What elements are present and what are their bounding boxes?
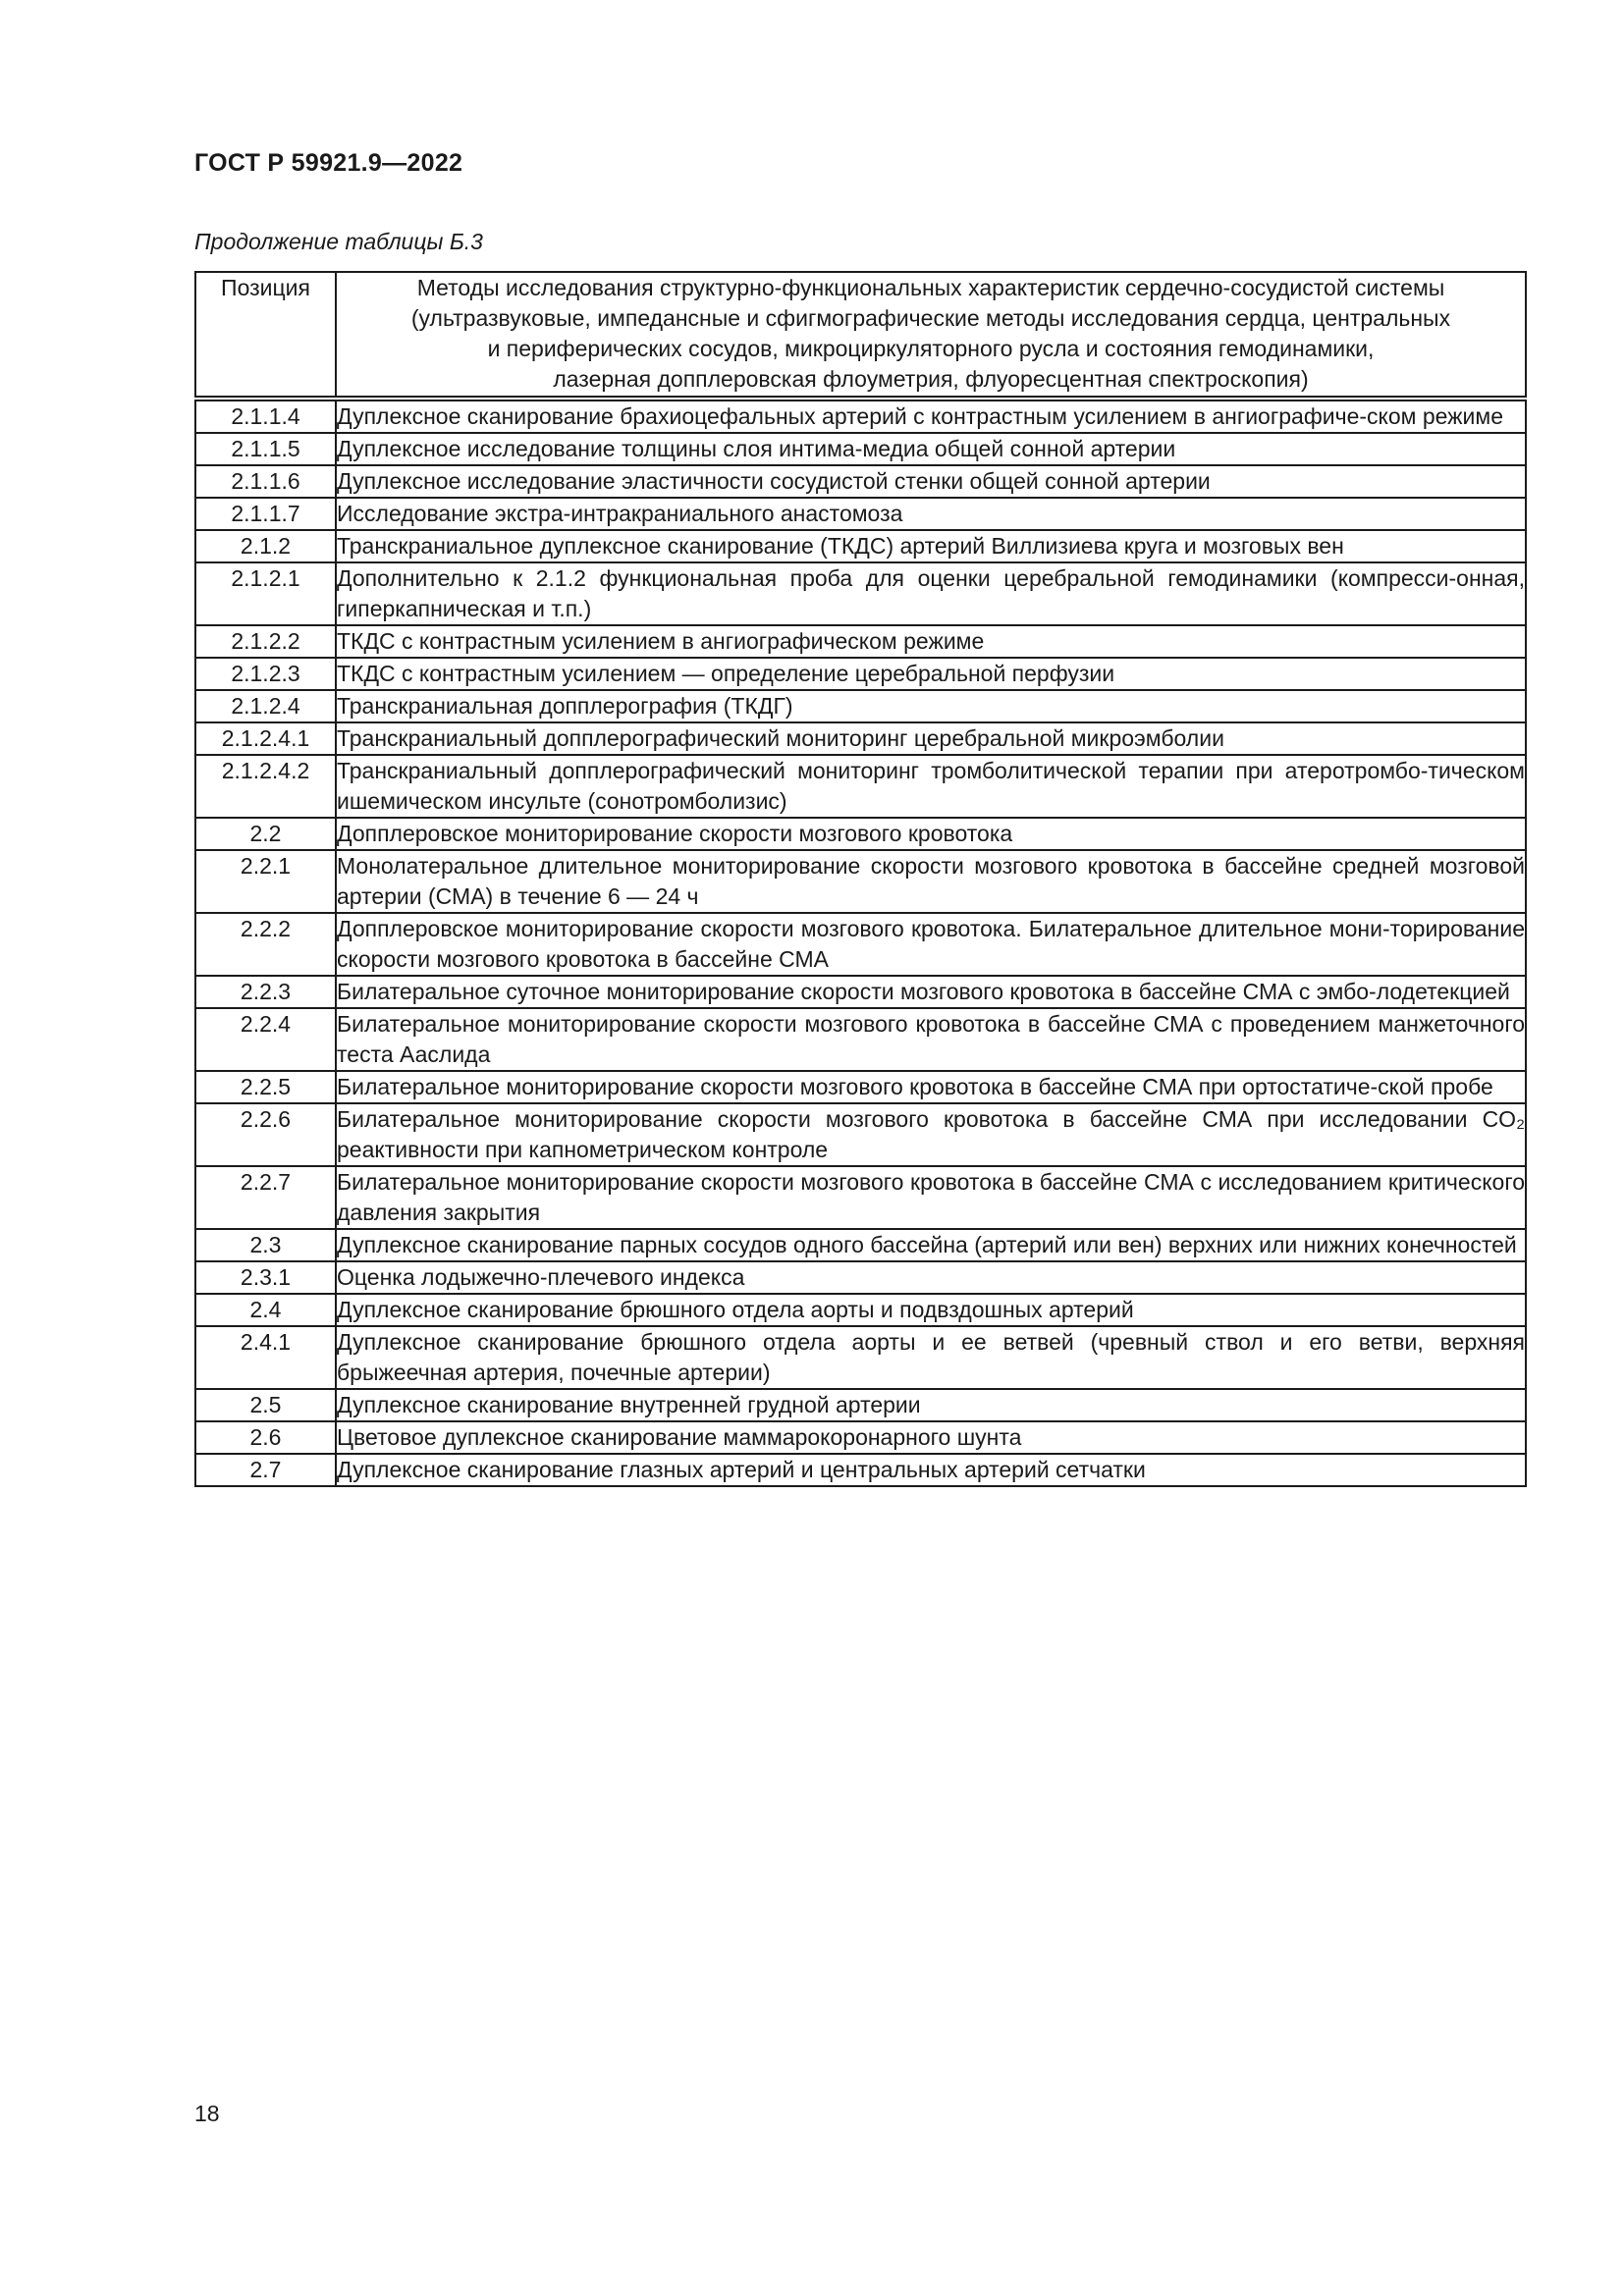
column-header-position: Позиция bbox=[195, 272, 336, 399]
row-position: 2.5 bbox=[195, 1389, 336, 1421]
row-description: Дуплексное исследование эластичности сосудистой стенки общей сонной артерии bbox=[336, 465, 1526, 498]
row-description: Билатеральное мониторирование скорости мозгового кровотока в бассейне СМА с проведением манжеточного теста Ааслида bbox=[336, 1008, 1526, 1071]
row-description: Билатеральное суточное мониторирование скорости мозгового кровотока в бассейне СМА с эмбо-лодетекцией bbox=[336, 976, 1526, 1008]
row-description: Дуплексное сканирование брюшного отдела аорты и подвздошных артерий bbox=[336, 1294, 1526, 1326]
table-row bbox=[195, 465, 1526, 498]
table-row bbox=[195, 658, 1526, 690]
table-row bbox=[195, 625, 1526, 658]
row-description: Монолатеральное длительное мониторирование скорости мозгового кровотока в бассейне средней мозговой артерии (СМА) в течение 6 — 24 ч bbox=[336, 850, 1526, 913]
row-position: 2.1.1.7 bbox=[195, 498, 336, 530]
row-description: Транскраниальный допплерографический мониторинг церебральной микроэмболии bbox=[336, 722, 1526, 755]
row-description: Дуплексное сканирование парных сосудов одного бассейна (артерий или вен) верхних или нижних конечностей bbox=[336, 1229, 1526, 1261]
table-row bbox=[195, 562, 1526, 625]
table-header-row bbox=[195, 272, 1526, 399]
row-position: 2.4.1 bbox=[195, 1326, 336, 1389]
row-position: 2.1.2.4.1 bbox=[195, 722, 336, 755]
table-row bbox=[195, 1103, 1526, 1166]
column-header-methods-line: лазерная допплеровская флоуметрия, флуоресцентная спектроскопия) bbox=[553, 366, 1309, 392]
row-position: 2.4 bbox=[195, 1294, 336, 1326]
table-body bbox=[195, 399, 1526, 1486]
row-position: 2.2 bbox=[195, 818, 336, 850]
row-position: 2.3.1 bbox=[195, 1261, 336, 1294]
row-description: Билатеральное мониторирование скорости мозгового кровотока в бассейне СМА при ортостатиче-ской пробе bbox=[336, 1071, 1526, 1103]
page-number: 18 bbox=[194, 2101, 220, 2126]
row-position: 2.1.2.1 bbox=[195, 562, 336, 625]
row-position: 2.7 bbox=[195, 1454, 336, 1486]
table-row bbox=[195, 1071, 1526, 1103]
row-description: Цветовое дуплексное сканирование маммарокоронарного шунта bbox=[336, 1421, 1526, 1454]
row-position: 2.2.6 bbox=[195, 1103, 336, 1166]
row-position: 2.1.2.2 bbox=[195, 625, 336, 658]
column-header-methods-line: и периферических сосудов, микроциркуляторного русла и состояния гемодинамики, bbox=[487, 336, 1375, 361]
row-description: Билатеральное мониторирование скорости мозгового кровотока в бассейне СМА при исследовании CO₂ реактивности при капнометрическом контроле bbox=[336, 1103, 1526, 1166]
column-header-methods-line: (ультразвуковые, импедансные и сфигмографические методы исследования сердца, центральных bbox=[410, 305, 1451, 331]
row-position: 2.1.2.3 bbox=[195, 658, 336, 690]
row-position: 2.2.5 bbox=[195, 1071, 336, 1103]
table-row bbox=[195, 913, 1526, 976]
table-row bbox=[195, 690, 1526, 722]
row-description: Дуплексное сканирование брюшного отдела аорты и ее ветвей (чревный ствол и его ветви, верхняя брыжеечная артерия, почечные артерии) bbox=[336, 1326, 1526, 1389]
row-position: 2.1.2.4.2 bbox=[195, 755, 336, 818]
row-position: 2.6 bbox=[195, 1421, 336, 1454]
row-position: 2.1.2.4 bbox=[195, 690, 336, 722]
row-position: 2.1.1.5 bbox=[195, 433, 336, 465]
table-row bbox=[195, 1454, 1526, 1486]
row-position: 2.1.1.6 bbox=[195, 465, 336, 498]
row-description: Транскраниальное дуплексное сканирование (ТКДС) артерий Виллизиева круга и мозговых вен bbox=[336, 530, 1526, 562]
row-position: 2.2.1 bbox=[195, 850, 336, 913]
row-position: 2.2.7 bbox=[195, 1166, 336, 1229]
table-row bbox=[195, 818, 1526, 850]
row-description: Дуплексное исследование толщины слоя интима-медиа общей сонной артерии bbox=[336, 433, 1526, 465]
row-description: Оценка лодыжечно-плечевого индекса bbox=[336, 1261, 1526, 1294]
table-row bbox=[195, 433, 1526, 465]
row-description: Билатеральное мониторирование скорости мозгового кровотока в бассейне СМА с исследованием критического давления закрытия bbox=[336, 1166, 1526, 1229]
table-row bbox=[195, 1229, 1526, 1261]
row-description: ТКДС с контрастным усилением — определение церебральной перфузии bbox=[336, 658, 1526, 690]
table-row bbox=[195, 1421, 1526, 1454]
row-description: Дополнительно к 2.1.2 функциональная проба для оценки церебральной гемодинамики (компресси-онная, гиперкапническая и т.п.) bbox=[336, 562, 1526, 625]
table-row bbox=[195, 1008, 1526, 1071]
column-header-methods bbox=[336, 272, 1526, 399]
row-description: Транскраниальная допплерография (ТКДГ) bbox=[336, 690, 1526, 722]
table-row bbox=[195, 399, 1526, 433]
row-description: Допплеровское мониторирование скорости мозгового кровотока bbox=[336, 818, 1526, 850]
row-description: Дуплексное сканирование брахиоцефальных артерий с контрастным усилением в ангиографиче-ском режиме bbox=[336, 399, 1526, 433]
row-position: 2.1.2 bbox=[195, 530, 336, 562]
table-row bbox=[195, 498, 1526, 530]
table-row bbox=[195, 1326, 1526, 1389]
row-description: ТКДС с контрастным усилением в ангиографическом режиме bbox=[336, 625, 1526, 658]
row-description: Дуплексное сканирование внутренней грудной артерии bbox=[336, 1389, 1526, 1421]
table-row bbox=[195, 1261, 1526, 1294]
row-position: 2.2.2 bbox=[195, 913, 336, 976]
row-position: 2.1.1.4 bbox=[195, 399, 336, 433]
table-row bbox=[195, 850, 1526, 913]
row-description: Исследование экстра-интракраниального анастомоза bbox=[336, 498, 1526, 530]
row-position: 2.2.4 bbox=[195, 1008, 336, 1071]
row-description: Транскраниальный допплерографический мониторинг тромболитической терапии при атеротромбо-тическом ишемическом инсульте (сонотромболизис) bbox=[336, 755, 1526, 818]
column-header-methods-line: Методы исследования структурно-функциональных характеристик сердечно-сосудистой системы bbox=[416, 275, 1445, 300]
table-continuation-caption: Продолжение таблицы Б.3 bbox=[194, 229, 483, 254]
table-row bbox=[195, 1166, 1526, 1229]
standard-code: ГОСТ Р 59921.9—2022 bbox=[194, 149, 463, 177]
row-description: Дуплексное сканирование глазных артерий и центральных артерий сетчатки bbox=[336, 1454, 1526, 1486]
row-description: Допплеровское мониторирование скорости мозгового кровотока. Билатеральное длительное мони-торирование скорости мозгового кровотока в бассейне СМА bbox=[336, 913, 1526, 976]
table-row bbox=[195, 755, 1526, 818]
row-position: 2.2.3 bbox=[195, 976, 336, 1008]
table-row bbox=[195, 1389, 1526, 1421]
table-row bbox=[195, 722, 1526, 755]
row-position: 2.3 bbox=[195, 1229, 336, 1261]
methods-table bbox=[194, 271, 1527, 1487]
table-row bbox=[195, 530, 1526, 562]
table-row bbox=[195, 976, 1526, 1008]
table-row bbox=[195, 1294, 1526, 1326]
